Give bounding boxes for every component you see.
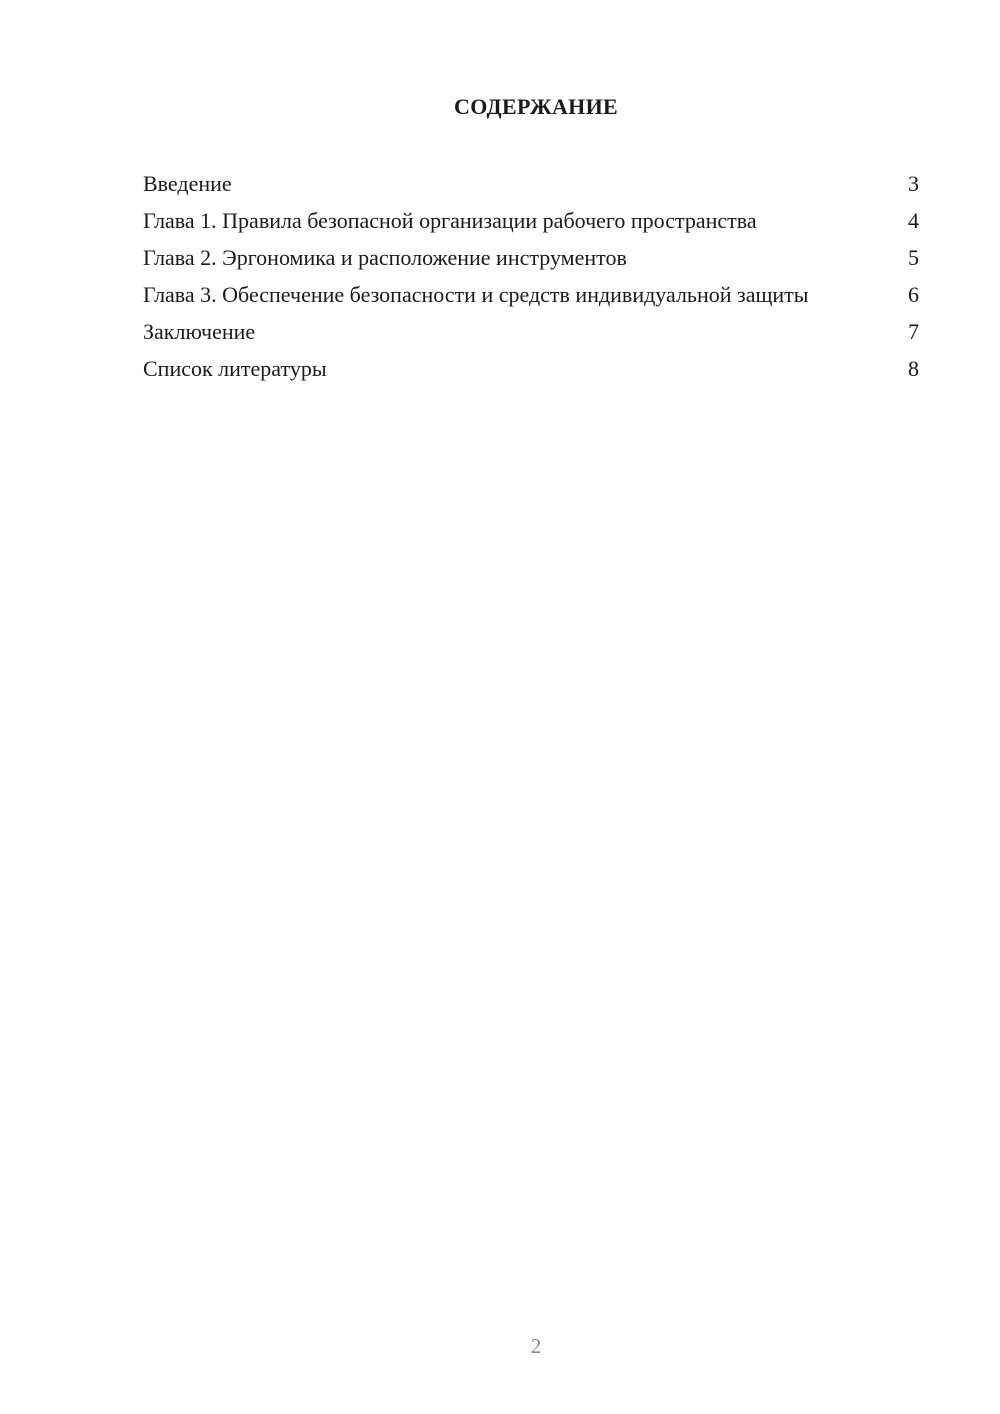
toc-item-chapter-1	[143, 207, 919, 234]
toc-item-references	[143, 355, 919, 382]
toc-item-page: 4	[908, 208, 919, 233]
toc-item-page: 8	[908, 356, 919, 381]
toc-item-page: 6	[908, 282, 919, 307]
toc-item-page: 3	[908, 171, 919, 196]
toc-item-page: 5	[908, 245, 919, 270]
page-number: 2	[530, 1334, 542, 1358]
toc-item-title: Список литературы	[143, 356, 327, 381]
toc-item-title: Введение	[143, 171, 232, 196]
toc-item-chapter-3	[143, 281, 919, 308]
toc-item-introduction	[143, 170, 919, 197]
page-title: СОДЕРЖАНИЕ	[454, 94, 618, 119]
toc-item-page: 7	[908, 319, 919, 344]
toc-item-title: Глава 2. Эргономика и расположение инструментов	[143, 245, 627, 270]
toc-item-title: Глава 3. Обеспечение безопасности и средств индивидуальной защиты	[143, 282, 809, 307]
toc-item-title: Глава 1. Правила безопасной организации рабочего пространства	[143, 208, 757, 233]
toc-item-conclusion	[143, 318, 919, 345]
toc-item-chapter-2	[143, 244, 919, 271]
toc-item-title: Заключение	[143, 319, 256, 344]
table-of-contents	[143, 170, 919, 392]
